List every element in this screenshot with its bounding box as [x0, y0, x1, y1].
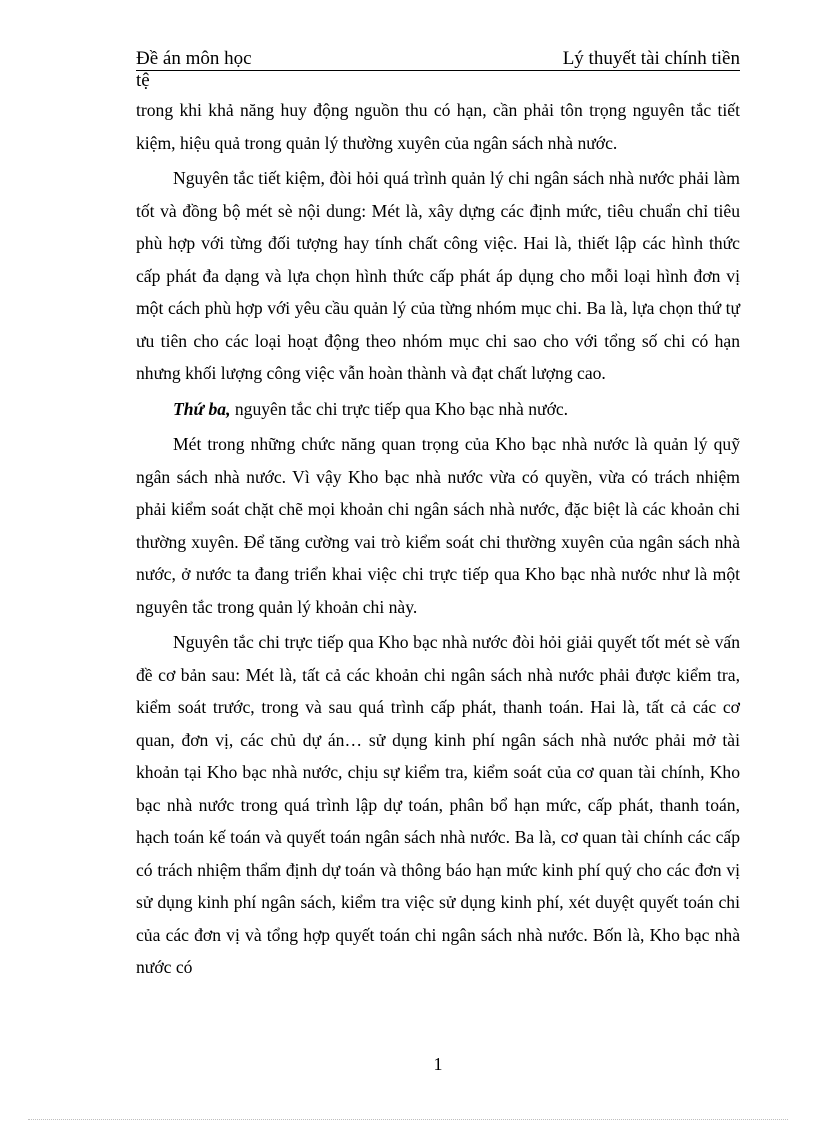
paragraph-continuation: trong khi khả năng huy động nguồn thu có hạn, cần phải tôn trọng nguyên tắc tiết kiệm, hiệu quả trong quản lý thường xuyên của ngân sách nhà nước. — [136, 100, 740, 153]
paragraph-saving-principle: Nguyên tắc tiết kiệm, đòi hỏi quá trình quản lý chi ngân sách nhà nước phải làm tốt và đồng bộ mét sè nội dung: Mét là, xây dựng các định mức, tiêu chuẩn chỉ tiêu phù hợp với từng đối tượng hay tính chất công việc. Hai là, thiết lập các hình thức cấp phát đa dạng và lựa chọn hình thức cấp phát áp dụng cho mỗi loại hình đơn vị một cách phù hợp với yêu cầu quản lý của từng nhóm mục chi. Ba là, lựa chọn thứ tự ưu tiên cho các loại hoạt động theo nhóm mục chi sao cho với tổng số chi có hạn nhưng khối lượng công việc vẫn hoàn thành và đạt chất lượng cao. — [136, 168, 740, 383]
page-header — [136, 48, 740, 91]
header-row — [136, 48, 740, 71]
third-principle-lead: Thứ ba, — [173, 398, 231, 419]
third-principle-text: nguyên tắc chi trực tiếp qua Kho bạc nhà nước. — [230, 398, 569, 419]
header-subject-wrap: tệ — [136, 70, 150, 91]
page-number: 1 — [433, 1054, 443, 1074]
paragraph-treasury-function: Mét trong những chức năng quan trọng của Kho bạc nhà nước là quản lý quỹ ngân sách nhà nước. Vì vậy Kho bạc nhà nước vừa có quyền, vừa có trách nhiệm phải kiểm soát chặt chẽ mọi khoản chi ngân sách nhà nước, đặc biệt là các khoản chi thường xuyên. Để tăng cường vai trò kiểm soát chi thường xuyên của ngân sách nhà nước, ở nước ta đang triển khai việc chi trực tiếp qua Kho bạc nhà nước như là một nguyên tắc trong quản lý khoản chi này. — [136, 434, 740, 617]
paragraph-third-principle — [136, 393, 740, 426]
page-bottom-divider — [28, 1119, 788, 1120]
header-course-title: Đề án môn học — [136, 48, 252, 69]
header-subject-title: Lý thuyết tài chính tiền — [562, 48, 740, 69]
paragraph-direct-payment: Nguyên tắc chi trực tiếp qua Kho bạc nhà nước đòi hỏi giải quyết tốt mét sè vấn đề cơ bản sau: Mét là, tất cả các khoản chi ngân sách nhà nước phải được kiểm tra, kiểm soát trước, trong và sau quá trình cấp phát, thanh toán. Hai là, tất cả các cơ quan, đơn vị, các chủ dự án… sử dụng kinh phí ngân sách nhà nước phải mở tài khoản tại Kho bạc nhà nước, chịu sự kiểm tra, kiểm soát của cơ quan tài chính, Kho bạc nhà nước trong quá trình lập dự toán, phân bổ hạn mức, cấp phát, thanh toán, hạch toán kế toán và quyết toán ngân sách nhà nước. Ba là, cơ quan tài chính các cấp có trách nhiệm thẩm định dự toán và thông báo hạn mức kinh phí quý cho các đơn vị sử dụng kinh phí ngân sách, kiểm tra việc sử dụng kinh phí, xét duyệt quyết toán chi của các đơn vị và tổng hợp quyết toán chi ngân sách nhà nước. Bốn là, Kho bạc nhà nước có — [136, 632, 740, 977]
document-body — [136, 94, 740, 984]
